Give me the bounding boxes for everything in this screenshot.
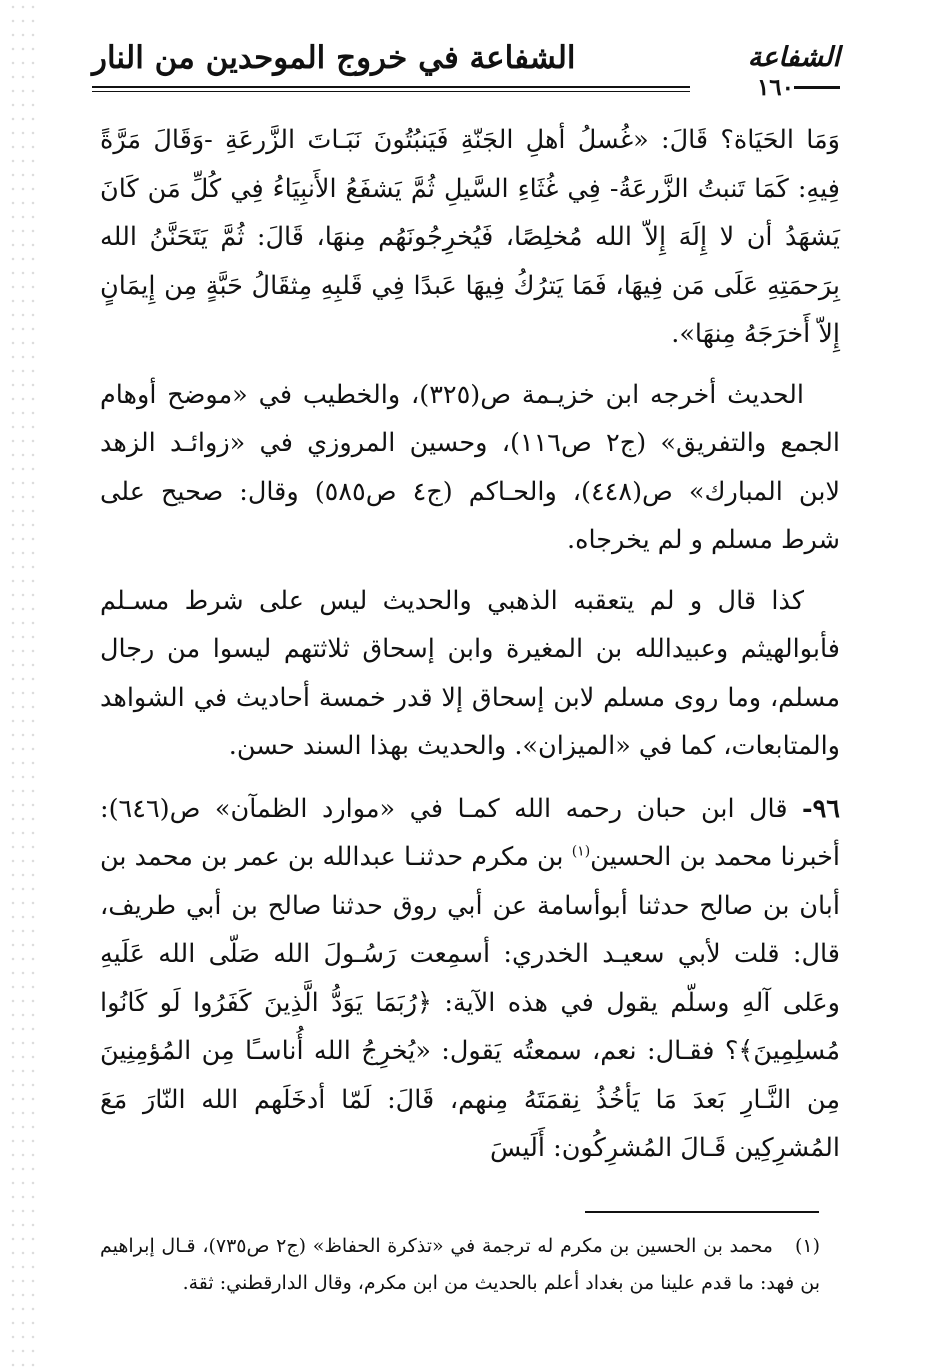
page-number: ١٦٠ xyxy=(756,74,794,101)
book-logo: الشفاعة xyxy=(747,42,840,73)
hadith-96-continuation: بن مكرم حدثنـا عبدالله بن عمر بن محمد بن أبان بن صالح حدثنا أبوأسامة عن أبي روق حدثنا صالح بن أبي طريف، قال: قلت لأبي سعيـد الخدري: أسمِعت رَسُـولَ الله صَلّى الله عَلَيهِ وعَلى آلهِ وسلّم يقول في هذه الآية: ﴿رُبَمَا يَوَدُّ الَّذِينَ كَفَرُوا لَو كَانُوا مُسلِمِينَ﴾؟ فقـال: نعم، سمعتُه يَقول: «يُخرِجُ الله أُناسـًا مِن المُؤمِنِينَ مِن النَّـارِ بَعدَ مَا يَأخُذُ نِقمَتَهُ مِنهم، قَالَ: لَمّا أدخَلَهم الله النّارَ مَعَ المُشرِكِين قَـالَ المُشرِكُون: أَلَيسَ xyxy=(100,842,840,1163)
header-rule xyxy=(92,86,690,88)
header-rule-thin xyxy=(92,91,690,92)
main-text xyxy=(100,116,840,1173)
hadith-text-paragraph: وَمَا الحَيَاة؟ قَالَ: «غُسلُ أهلِ الجَنّةِ فَيَنبُتُونَ نَبَـاتَ الزَّرعَةِ -وَقَالَ مَرَّةً فِيهِ: كَمَا تَنبتُ الزَّرعَةُ- فِي غُثَاءِ السَّيلِ ثُمَّ يَشفَعُ الأَنبِيَاءُ فِي كُلِّ مَن كَانَ يَشهَدُ أن لا إِلَهَ إِلاّ الله مُخلِصًا، فَيُخرِجُونَهُم مِنهَا، قَالَ: ثُمَّ يَتَحَنَّنُ الله بِرَحمَتِهِ عَلَى مَن فِيهَا، فَمَا يَترُكُ فِيهَا عَبدًا فِي قَلبِهِ مِثقَالُ حَبَّةٍ مِن إِيمَانٍ إِلاّ أَخرَجَهُ مِنهَا». xyxy=(100,125,840,349)
hadith-number: ٩٦- xyxy=(802,793,841,824)
footnote-marker[interactable]: (١) xyxy=(571,843,591,860)
footnote-number: (١) xyxy=(794,1235,820,1257)
footnote-separator xyxy=(585,1211,819,1213)
header-rule-short xyxy=(794,86,840,89)
binding-hole-marks xyxy=(8,0,38,1372)
hadith-96-paragraph xyxy=(100,785,840,1173)
hadith-96-opening: قال ابن حبان رحمه الله كمـا في «موارد الظمآن» ص(٦٤٦): أخبرنا محمد بن الحسين xyxy=(100,793,840,872)
running-title: الشفاعة في خروج الموحدين من النار xyxy=(92,40,576,76)
footnote-text: محمد بن الحسين بن مكرم له ترجمة في «تذكرة الحفاظ» (ج٢ ص٧٣٥)، قـال إبراهيم بن فهد: ما قدم علينا من بغداد أعلم بالحديث من ابن مكرم، وقال الدارقطني: ثقة. xyxy=(100,1235,820,1294)
footnote xyxy=(100,1228,820,1302)
takhrij-paragraph: الحديث أخرجه ابن خزيـمة ص(٣٢٥)، والخطيب في «موضح أوهام الجمع والتفريق» (ج٢ ص١١٦)، وحسين المروزي في «زوائـد الزهد لابن المبارك» ص(٤٤٨)، والحـاكم (ج٤ ص٥٨٥) وقال: صحيح على شرط مسلم و لم يخرجاه. xyxy=(100,379,840,555)
running-header xyxy=(92,34,840,101)
grading-paragraph: كذا قال و لم يتعقبه الذهبي والحديث ليس على شرط مسـلم فأبوالهيثم وعبيدالله بن المغيرة وابن إسحاق ثلاثتهم ليسوا من رجال مسلم، وما روى مسلم لابن إسحاق إلا قدر خمسة أحاديث في الشواهد والمتابعات، كما في «الميزان». والحديث بهذا السند حسن. xyxy=(100,585,840,761)
